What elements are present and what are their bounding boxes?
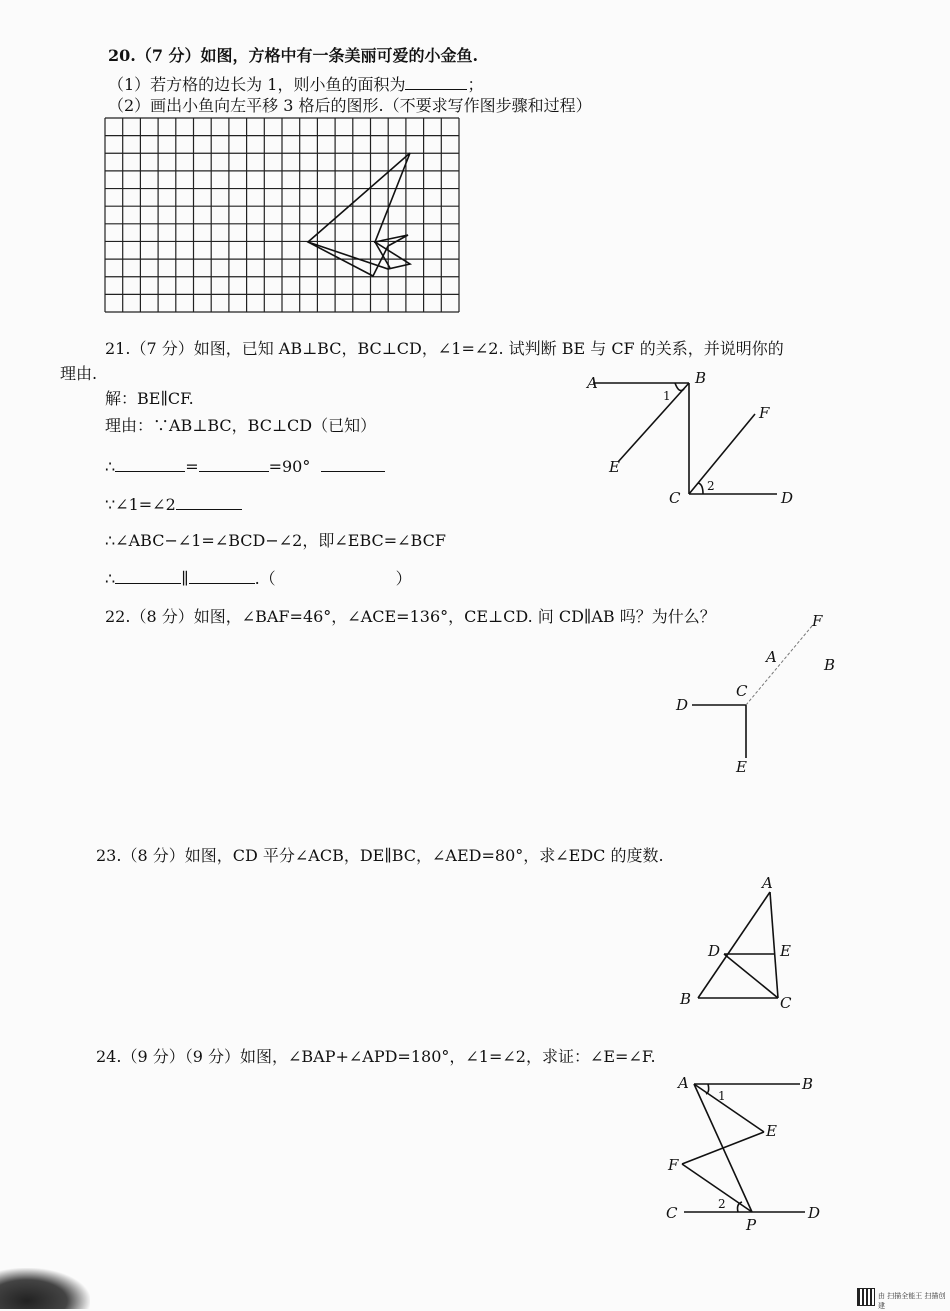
angle-2-label: 2 xyxy=(707,479,715,493)
q21-step3 xyxy=(105,456,385,477)
angle-1-label: 1 xyxy=(663,389,671,403)
label-B: B xyxy=(802,1075,814,1093)
label-E: E xyxy=(609,458,620,476)
q21-reason: 理由：∵AB⊥BC，BC⊥CD（已知） xyxy=(105,416,377,435)
q20-answer-blank[interactable] xyxy=(405,74,467,90)
q21-reason-close: ） xyxy=(395,569,412,588)
label-C: C xyxy=(669,489,681,507)
q21-step6 xyxy=(105,568,412,589)
parallel-sign: ∥ xyxy=(181,569,189,588)
q20-part1-end: ； xyxy=(467,75,484,94)
scan-shadow xyxy=(0,1268,90,1309)
q20-part1-text: （1）若方格的边长为 1，则小鱼的面积为 xyxy=(108,75,406,94)
therefore-symbol: ∴ xyxy=(105,457,116,476)
q24-title: 24.（9 分）（9 分）如图，∠BAP+∠APD=180°，∠1=∠2，求证：∠E=∠F. xyxy=(96,1047,656,1066)
label-E: E xyxy=(766,1122,777,1140)
q21-title: 21.（7 分）如图，已知 AB⊥BC，BC⊥CD，∠1=∠2. 试判断 BE 与 CF 的关系，并说明你的 xyxy=(105,339,784,358)
q21-solution: 解：BE∥CF. xyxy=(105,389,194,408)
q21-title-cont: 理由. xyxy=(60,364,98,383)
q21-figure xyxy=(585,370,815,510)
q21-blank-2[interactable] xyxy=(199,456,269,472)
therefore-symbol: ∴ xyxy=(105,569,116,588)
label-D: D xyxy=(808,1204,821,1222)
q21-reason-open: .（ xyxy=(254,569,276,588)
label-B: B xyxy=(824,656,836,674)
equals-sign: = xyxy=(185,457,199,476)
label-D: D xyxy=(781,489,794,507)
label-C: C xyxy=(666,1204,678,1222)
label-B: B xyxy=(695,369,707,387)
label-F: F xyxy=(812,612,823,630)
label-B: B xyxy=(680,990,692,1008)
label-F: F xyxy=(668,1156,679,1174)
q22-title: 22.（8 分）如图，∠BAF=46°，∠ACE=136°，CE⊥CD. 问 CD∥AB 吗？为什么？ xyxy=(105,607,716,626)
label-A: A xyxy=(762,874,773,892)
scanner-watermark: 由 扫描全能王 扫描创建 xyxy=(878,1292,946,1310)
q24-figure xyxy=(660,1072,840,1232)
label-F: F xyxy=(759,404,770,422)
label-E: E xyxy=(780,942,791,960)
q21-step5: ∴∠ABC−∠1=∠BCD−∠2，即∠EBC=∠BCF xyxy=(105,531,446,550)
right-angle-text: =90° xyxy=(268,457,311,476)
label-A: A xyxy=(678,1074,689,1092)
label-D: D xyxy=(676,696,689,714)
label-C: C xyxy=(736,682,748,700)
q20-part2: （2）画出小鱼向左平移 3 格后的图形.（不要求写作图步骤和过程） xyxy=(108,96,592,115)
q23-title: 23.（8 分）如图，CD 平分∠ACB，DE∥BC，∠AED=80°，求∠EDC 的度数. xyxy=(96,846,664,865)
q21-step4 xyxy=(105,494,242,515)
label-A: A xyxy=(587,374,598,392)
q20-title: 20.（7 分）如图，方格中有一条美丽可爱的小金鱼. xyxy=(108,46,479,65)
label-C: C xyxy=(780,994,792,1012)
label-P: P xyxy=(746,1216,757,1234)
label-D: D xyxy=(708,942,721,960)
q21-step4-text: ∵∠1=∠2 xyxy=(105,495,176,514)
qr-code-icon xyxy=(858,1289,874,1305)
q21-blank-5[interactable] xyxy=(115,568,181,584)
angle-1-label: 1 xyxy=(718,1089,726,1103)
label-A: A xyxy=(766,648,777,666)
label-E: E xyxy=(736,758,747,776)
q21-blank-6[interactable] xyxy=(189,568,255,584)
q21-blank-1[interactable] xyxy=(115,456,185,472)
angle-2-label: 2 xyxy=(718,1197,726,1211)
q23-figure xyxy=(678,876,808,1011)
q22-figure xyxy=(672,610,852,780)
q21-blank-3[interactable] xyxy=(321,456,385,472)
grid-lines xyxy=(105,118,459,312)
q20-part1 xyxy=(108,74,483,95)
q21-blank-4[interactable] xyxy=(176,494,242,510)
fish-grid-figure xyxy=(105,118,465,318)
